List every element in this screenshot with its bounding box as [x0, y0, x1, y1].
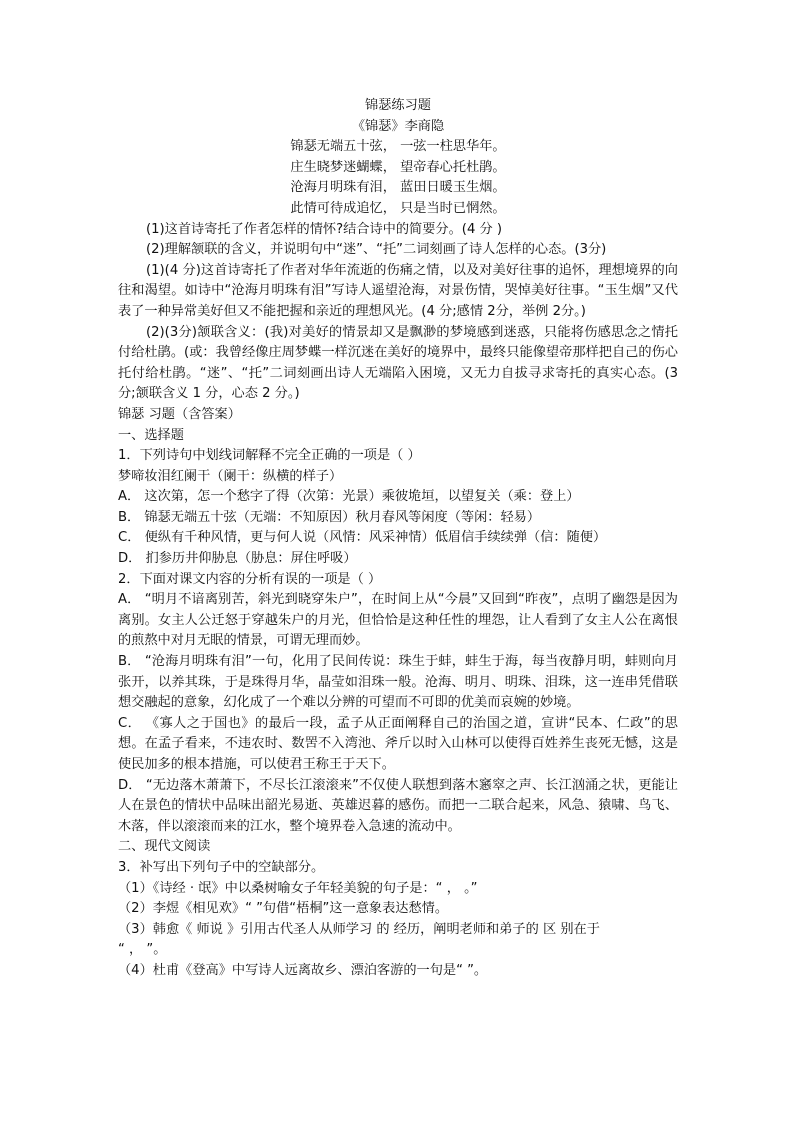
mc1-option-a: A． 这次第，怎一个愁字了得（次第：光景）乘彼垝垣，以望复关（乘：登上） — [118, 489, 580, 505]
mc2-stem: 2．下面对课文内容的分析有误的一项是（ ） — [118, 571, 382, 587]
part-heading-choice: 一、选择题 — [118, 427, 184, 443]
section-heading: 锦瑟 习题（含答案） — [118, 406, 241, 422]
mc2-option-a: A． “明月不谙离别苦，斜光到晓穿朱户”，在时间上从“今晨”又回到“昨夜”，点明了幽怨是因为离别。女主人公迁怒于穿越朱户的月光，但恰恰是这种任性的埋怨，让人看到了女主人公在离恨的煎熬中对月无眠的情景，可谓无理而妙。 — [118, 592, 678, 649]
part-heading-reading: 二、现代文阅读 — [118, 839, 211, 855]
mc1-option-b: B． 锦瑟无端五十弦（无端：不知原因）秋月春风等闲度（等闲：轻易） — [118, 509, 541, 525]
poem-line: 庄生晓梦迷蝴蝶， 望帝春心托杜鹃。 — [290, 159, 506, 175]
mc2-option-d: D． “无边落木萧萧下，不尽长江滚滚来”不仅使人联想到落木窸窣之声、长江汹涌之状，更能让人在景色的情状中品味出韶光易逝、英雄迟暮的感伤。而把一二联合起来，风急、猿啸、鸟飞、木落，伴以滚滚而来的江水，整个境界卷入急速的流动中。 — [118, 777, 678, 834]
mc1-intro: 梦啼妆泪红阑干（阑干：纵横的样子） — [118, 468, 343, 484]
fill-item-2: （2）李煜《相见欢》“ ”句借“梧桐”这一意象表达愁情。 — [118, 901, 449, 917]
fill-item-4: （4）杜甫《登高》中写诗人远离故乡、漂泊客游的一句是“ ”。 — [118, 962, 488, 978]
mc2-option-c: C． 《寡人之于国也》的最后一段，孟子从正面阐释自己的治国之道，宣讲“民本、仁政”的思想。在孟子看来，不违农时、数罟不入湾池、斧斤以时入山林可以使得百姓养生丧死无憾，这是使民加多的根本措施，可以使君王称王于天下。 — [118, 715, 678, 772]
poem-title: 《锦瑟》李商隐 — [351, 118, 445, 134]
poem-line: 锦瑟无端五十弦， 一弦一柱思华年。 — [290, 139, 506, 155]
question-2: (2)理解颔联的含义，并说明句中“迷”、“托”二词刻画了诗人怎样的心态。(3分) — [146, 242, 607, 258]
mc1-option-c: C． 便纵有千种风情，更与何人说（风情：风采神情）低眉信手续续弹（信：随便） — [118, 530, 607, 546]
mc2-option-b: B． “沧海月明珠有泪”一句，化用了民间传说：珠生于蚌，蚌生于海，每当夜静月明，蚌则向月张开，以养其珠，于是珠得月华，晶莹如泪珠一般。沧海、明月、明珠、泪珠，这一连串凭借联想交融起的意象，幻化成了一个难以分辨的可望而不可即的优美而哀婉的妙境。 — [118, 654, 678, 711]
fill-item-3-blank: “ ， ”。 — [118, 942, 167, 958]
poem-line: 此情可待成追忆， 只是当时已惘然。 — [290, 200, 506, 216]
fill-item-1: （1）《诗经 · 氓》中以桑树喻女子年轻美貌的句子是：“ ， 。” — [118, 880, 478, 896]
question-1: (1)这首诗寄托了作者怎样的情怀?结合诗中的简要分。(4 分 ) — [146, 221, 503, 237]
fill-item-3: （3）韩愈《 师说 》引用古代圣人从师学习 的 经历，阐明老师和弟子的 区 别在于 — [118, 921, 600, 937]
page-title: 锦瑟练习题 — [365, 98, 431, 113]
poem-line: 沧海月明珠有泪， 蓝田日暖玉生烟。 — [290, 180, 506, 196]
answer-2: (2)(3分)颔联含义：(我)对美好的情景却又是飘渺的梦境感到迷惑，只能将伤感思念之情托付给杜鹃。(或：我曾经像庄周梦蝶一样沉迷在美好的境界中，最终只能像望帝那样把自己的伤心托付给杜鹃。“迷”、“托”二词刻画出诗人无端陷入困境，又无力自拔寻求寄托的真实心态。(3 分;颔联含义 1 分，心态 2 分。) — [118, 324, 678, 402]
mc1-option-d: D． 扪参历井仰胁息（胁息：屏住呼吸） — [118, 551, 357, 567]
document-content — [118, 96, 678, 982]
fill-stem: 3．补写出下列句子中的空缺部分。 — [118, 859, 325, 875]
mc1-stem: 1．下列诗句中划线词解释不完全正确的一项是（ ） — [118, 448, 421, 464]
answer-1: (1)(4 分)这首诗寄托了作者对华年流逝的伤痛之情，以及对美好往事的追怀，理想境界的向往和渴望。如诗中“沧海月明珠有泪”写诗人遥望沧海，对景伤情，哭悼美好往事。“玉生烟”又代表了一种异常美好但又不能把握和亲近的理想风光。(4 分;感情 2分，举例 2分。) — [118, 262, 678, 319]
